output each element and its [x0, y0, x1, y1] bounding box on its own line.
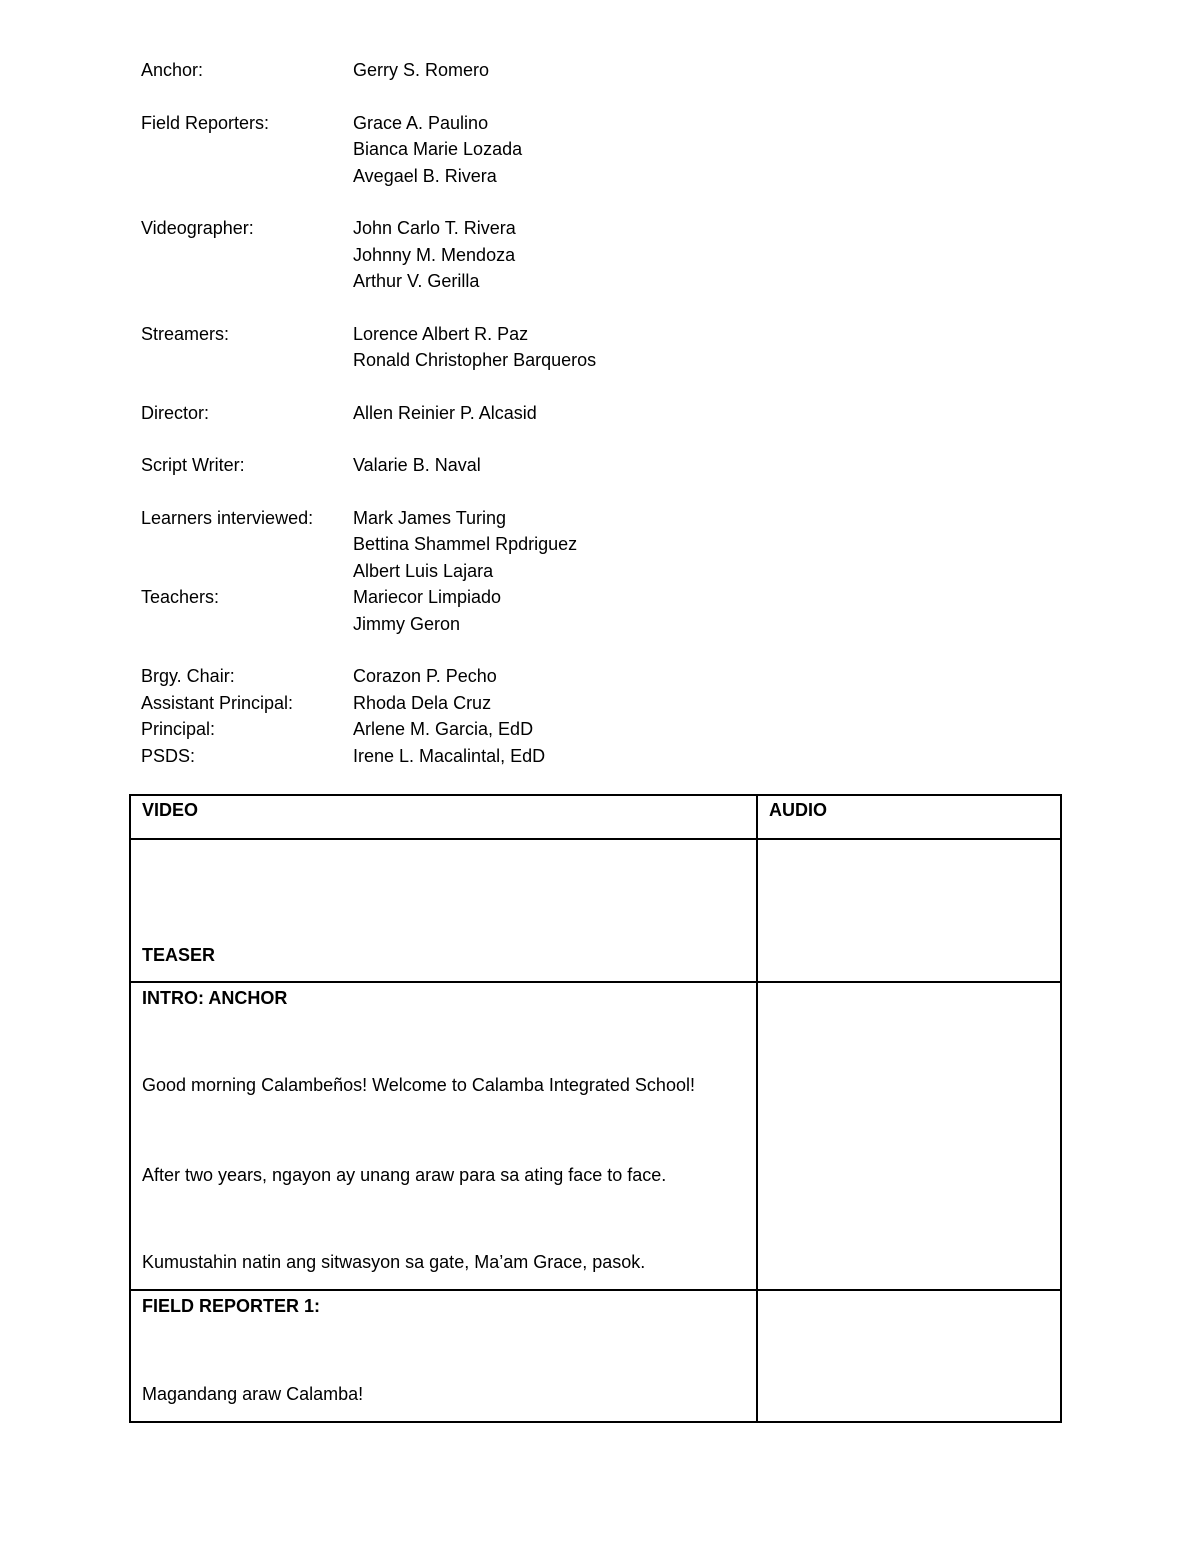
credit-name: Allen Reinier P. Alcasid — [353, 402, 537, 423]
credit-names — [353, 743, 941, 770]
credit-names — [353, 452, 941, 479]
credit-row-script-writer — [141, 452, 941, 479]
intro-line: Good morning Calambeños! Welcome to Calamba Integrated School! — [142, 1075, 695, 1095]
credit-names — [353, 690, 941, 717]
table-row-field-reporter — [130, 1290, 1061, 1422]
credit-names — [353, 584, 941, 637]
credit-name: Bianca Marie Lozada — [353, 139, 523, 159]
credit-names — [353, 321, 941, 374]
credit-name: Valarie B. Naval — [353, 455, 481, 475]
credit-name: Arthur V. Gerilla — [353, 271, 480, 291]
credit-role: Principal: — [141, 719, 216, 739]
credit-role: Streamers: — [141, 323, 230, 344]
script-table — [129, 794, 1062, 1423]
credit-role: Videographer: — [141, 218, 254, 238]
credit-row-assistant-principal — [141, 690, 941, 717]
intro-audio-cell — [757, 982, 1061, 1290]
credit-row-psds — [141, 743, 941, 770]
credit-names — [353, 110, 941, 190]
credit-name: Albert Luis Lajara — [353, 560, 494, 581]
credit-name: Mariecor Limpiado — [353, 587, 502, 607]
credits-list — [141, 57, 941, 769]
table-row-teaser — [130, 839, 1061, 982]
credit-names — [353, 400, 941, 427]
credit-names — [353, 663, 941, 690]
credit-name: Rhoda Dela Cruz — [353, 692, 492, 713]
teaser-audio-cell — [757, 839, 1061, 982]
credit-role: Brgy. Chair: — [141, 666, 235, 686]
credit-name: Arlene M. Garcia, EdD — [353, 719, 534, 739]
credit-role: Anchor: — [141, 60, 204, 80]
credit-role: Director: — [141, 402, 210, 423]
credit-row-learners — [141, 505, 941, 585]
credit-names — [353, 505, 941, 585]
credit-names — [353, 215, 941, 295]
field-reporter-audio-cell — [757, 1290, 1061, 1422]
credit-name: Mark James Turing — [353, 507, 507, 528]
credit-role: Learners interviewed: — [141, 507, 314, 528]
credit-name: Grace A. Paulino — [353, 112, 489, 133]
credit-names — [353, 716, 941, 743]
credit-name: Ronald Christopher Barqueros — [353, 350, 597, 370]
field-reporter-line: Magandang araw Calamba! — [142, 1384, 364, 1404]
credit-row-streamers — [141, 321, 941, 374]
field-reporter-heading: FIELD REPORTER 1: — [142, 1296, 321, 1316]
credit-role: PSDS: — [141, 745, 196, 766]
credit-row-anchor — [141, 57, 941, 84]
credit-names — [353, 57, 941, 84]
credit-name: Bettina Shammel Rpdriguez — [353, 534, 578, 554]
credit-role: Field Reporters: — [141, 112, 270, 133]
credit-row-director — [141, 400, 941, 427]
audio-column-header: AUDIO — [757, 795, 1061, 839]
credit-name: Jimmy Geron — [353, 613, 461, 634]
credit-row-principal — [141, 716, 941, 743]
credit-row-brgy-chair — [141, 663, 941, 690]
credit-name: Corazon P. Pecho — [353, 666, 497, 686]
credit-row-teachers — [141, 584, 941, 637]
credit-name: Avegael B. Rivera — [353, 165, 497, 186]
credit-name: Irene L. Macalintal, EdD — [353, 745, 546, 766]
credit-row-field-reporters — [141, 110, 941, 190]
credit-role: Assistant Principal: — [141, 692, 294, 713]
intro-line: Kumustahin natin ang sitwasyon sa gate, Ma’am Grace, pasok. — [142, 1252, 646, 1272]
intro-heading: INTRO: ANCHOR — [142, 988, 288, 1008]
table-row-intro — [130, 982, 1061, 1290]
credit-row-videographer — [141, 215, 941, 295]
teaser-heading: TEASER — [142, 945, 216, 965]
credit-role: Script Writer: — [141, 455, 245, 475]
video-column-header: VIDEO — [130, 795, 757, 839]
table-header-row — [130, 795, 1061, 839]
teaser-video-cell — [130, 839, 757, 982]
intro-line: After two years, ngayon ay unang araw para sa ating face to face. — [142, 1165, 667, 1185]
credit-name: Gerry S. Romero — [353, 60, 490, 80]
credit-name: Johnny M. Mendoza — [353, 244, 516, 265]
credit-name: John Carlo T. Rivera — [353, 218, 516, 238]
field-reporter-video-cell — [130, 1290, 757, 1422]
credit-name: Lorence Albert R. Paz — [353, 323, 529, 344]
intro-video-cell — [130, 982, 757, 1290]
credit-role: Teachers: — [141, 587, 220, 607]
